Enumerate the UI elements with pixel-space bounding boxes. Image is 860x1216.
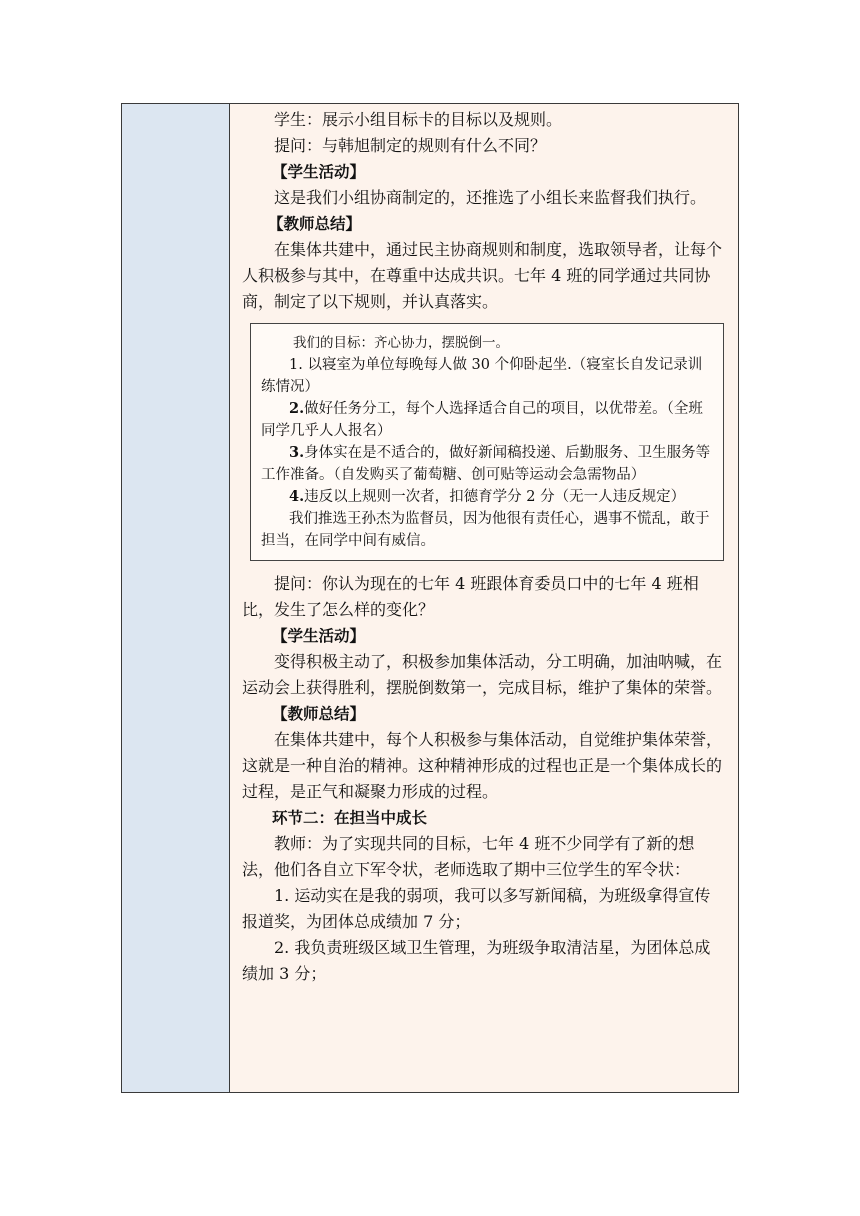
rule-number: 4.	[289, 488, 305, 505]
rule-item	[261, 398, 711, 442]
teacher-summary-text: 在集体共建中，每个人积极参与集体活动，自觉维护集体荣誉，这就是一种自治的精神。这种精神形成的过程也正是一个集体成长的过程，是正气和凝聚力形成的过程。	[242, 730, 723, 801]
rule-item	[261, 442, 711, 486]
student-activity-text: 变得积极主动了，积极参加集体活动，分工明确，加油呐喊，在运动会上获得胜利，摆脱倒数第一，完成目标，维护了集体的荣誉。	[242, 652, 723, 697]
pledge-item: 1. 运动实在是我的弱项，我可以多写新闻稿，为班级拿得宣传报道奖，为团体总成绩加 7 分；	[242, 886, 711, 931]
rules-goal: 我们的目标：齐心协力，摆脱倒一。	[293, 335, 509, 351]
teacher-summary-heading: 【教师总结】	[272, 705, 366, 723]
student-activity-heading: 【学生活动】	[272, 627, 366, 645]
teacher-summary-text: 在集体共建中，通过民主协商规则和制度，选取领导者，让每个人积极参与其中，在尊重中达成共识。七年 4 班的同学通过共同协商，制定了以下规则，并认真落实。	[242, 240, 723, 311]
supervisor-text: 我们推选王孙杰为监督员，因为他很有责任心，遇事不慌乱，敢于担当，在同学中间有威信。	[261, 511, 710, 549]
rule-number: 3.	[289, 444, 305, 461]
label-column	[122, 104, 230, 1092]
question-text: 提问：与韩旭制定的规则有什么不同？	[274, 136, 547, 155]
rule-text: 违反以上规则一次者，扣德育学分 2 分（无一人违反规定）	[304, 489, 686, 505]
content-column	[230, 104, 738, 1092]
lesson-table	[121, 103, 739, 1093]
section-heading: 环节二：在担当中成长	[272, 809, 428, 827]
rules-box	[250, 323, 724, 561]
question-text: 提问：你认为现在的七年 4 班跟体育委员口中的七年 4 班相比，发生了怎么样的变化？	[242, 574, 699, 619]
rule-text: 身体实在是不适合的，做好新闻稿投递、后勤服务、卫生服务等工作准备。（自发购买了葡萄糖、创可贴等运动会急需物品）	[261, 445, 711, 483]
rule-text: 做好任务分工，每个人选择适合自己的项目，以优带差。（全班同学几乎人人报名）	[261, 401, 703, 439]
rule-item	[261, 486, 711, 508]
rule-item: 1. 以寝室为单位每晚每人做 30 个仰卧起坐.（寝室长自发记录训练情况）	[261, 357, 703, 395]
teacher-text: 教师：为了实现共同的目标，七年 4 班不少同学有了新的想法，他们各自立下军令状，老师选取了期中三位学生的军令状：	[242, 834, 695, 879]
student-activity-text: 这是我们小组协商制定的，还推选了小组长来监督我们执行。	[274, 188, 707, 207]
rule-number: 2.	[289, 400, 305, 417]
student-display-text: 学生：展示小组目标卡的目标以及规则。	[274, 110, 563, 129]
teacher-summary-heading: 【教师总结】	[268, 215, 362, 233]
pledge-item: 2. 我负责班级区域卫生管理，为班级争取清洁星，为团体总成绩加 3 分；	[242, 938, 711, 983]
student-activity-heading: 【学生活动】	[272, 163, 366, 181]
